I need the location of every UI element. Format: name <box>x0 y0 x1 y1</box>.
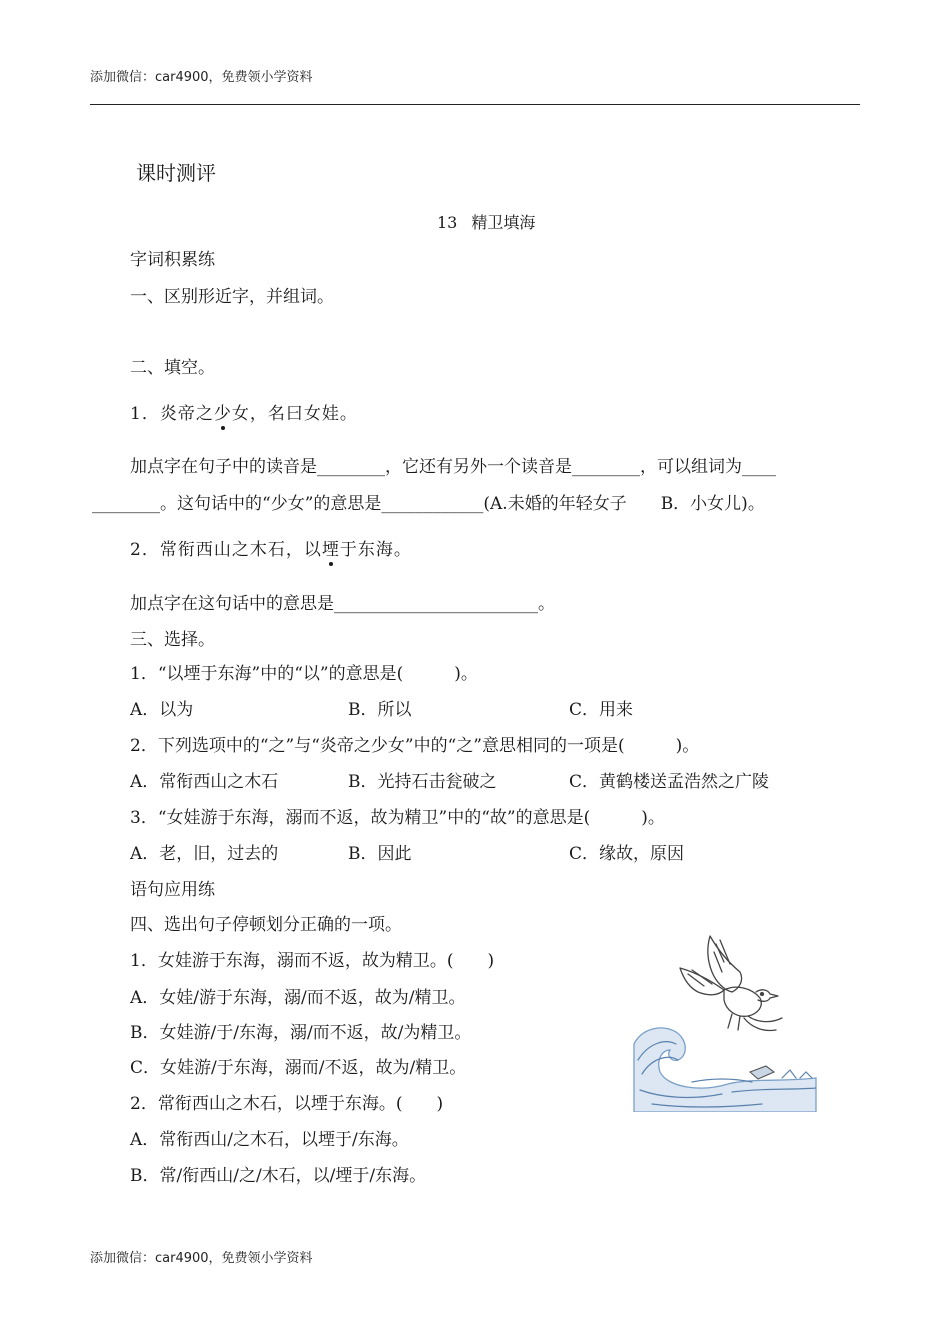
fill-item-2-suffix: 于东海。 <box>339 540 412 560</box>
dotted-character: 堙 <box>322 535 340 560</box>
choice-2-option-a: A．常衔西山之木石 <box>130 772 279 792</box>
pause-question-2: 2．常衔西山之木石，以堙于东海。( ) <box>130 1094 444 1114</box>
lesson-name: 精卫填海 <box>471 213 536 232</box>
pause-2-option-a: A．常衔西山/之木石，以堙于/东海。 <box>130 1130 409 1150</box>
pause-1-option-b: B．女娃游/于/东海，溺/而不返，故/为精卫。 <box>130 1023 472 1043</box>
pause-question-1: 1．女娃游于东海，溺而不返，故为精卫。( ) <box>130 951 495 971</box>
header-promo: 添加微信：car4900，免费领小学资料 <box>90 70 313 85</box>
lesson-heading <box>437 210 535 233</box>
choice-2-option-c: C．黄鹤楼送孟浩然之广陵 <box>569 772 770 792</box>
choice-1-option-a: A．以为 <box>130 700 194 720</box>
lesson-number: 13 <box>437 213 458 232</box>
fill-line-1: 加点字在句子中的读音是________，它还有另外一个读音是________，可以组词为____ <box>130 457 776 477</box>
pause-1-option-c: C．女娃游/于东海，溺而/不返，故为/精卫。 <box>130 1058 467 1078</box>
choice-3-option-a: A．老，旧，过去的 <box>130 844 279 864</box>
fill-item-1 <box>130 399 358 424</box>
choice-question-3: 3．“女娃游于东海，溺而不返，故为精卫”中的“故”的意思是( )。 <box>130 808 665 828</box>
choice-question-1: 1．“以堙于东海”中的“以”的意思是( )。 <box>130 664 478 684</box>
fill-item-1-suffix: 女，名曰女娃。 <box>231 404 358 424</box>
fill-item-1-prefix: 1．炎帝之 <box>130 404 214 424</box>
fill-item-2-prefix: 2．常衔西山之木石，以 <box>130 540 322 560</box>
question-3-heading: 三、选择。 <box>130 630 215 650</box>
pause-1-option-a: A．女娃/游于东海，溺/而不返，故为/精卫。 <box>130 988 466 1008</box>
jingwei-bird-illustration <box>632 932 817 1112</box>
fill-line-3: 加点字在这句话中的意思是________________________。 <box>130 594 555 614</box>
pause-2-option-b: B．常/衔西山/之/木石，以/堙于/东海。 <box>130 1166 427 1186</box>
question-1-heading: 一、区别形近字，并组词。 <box>130 287 334 307</box>
fill-item-2 <box>130 535 412 560</box>
choice-3-option-b: B．因此 <box>348 844 412 864</box>
page-title: 课时测评 <box>136 161 216 185</box>
footer-promo: 添加微信：car4900，免费领小学资料 <box>90 1251 313 1266</box>
section-vocab: 字词积累练 <box>130 250 215 270</box>
choice-1-option-b: B．所以 <box>348 700 412 720</box>
choice-1-option-c: C．用来 <box>569 700 634 720</box>
choice-question-2: 2．下列选项中的“之”与“炎帝之少女”中的“之”意思相同的一项是( )。 <box>130 736 700 756</box>
header-divider <box>90 104 860 105</box>
choice-3-option-c: C．缘故，原因 <box>569 844 685 864</box>
question-4-heading: 四、选出句子停顿划分正确的一项。 <box>130 915 402 935</box>
question-2-heading: 二、填空。 <box>130 358 215 378</box>
section-usage: 语句应用练 <box>130 880 215 900</box>
choice-2-option-b: B．光持石击瓮破之 <box>348 772 497 792</box>
fill-line-2: ________。这句话中的“少女”的意思是____________(A.未婚的年轻女子 B．小女儿)。 <box>92 494 765 514</box>
dotted-character: 少 <box>214 399 232 424</box>
